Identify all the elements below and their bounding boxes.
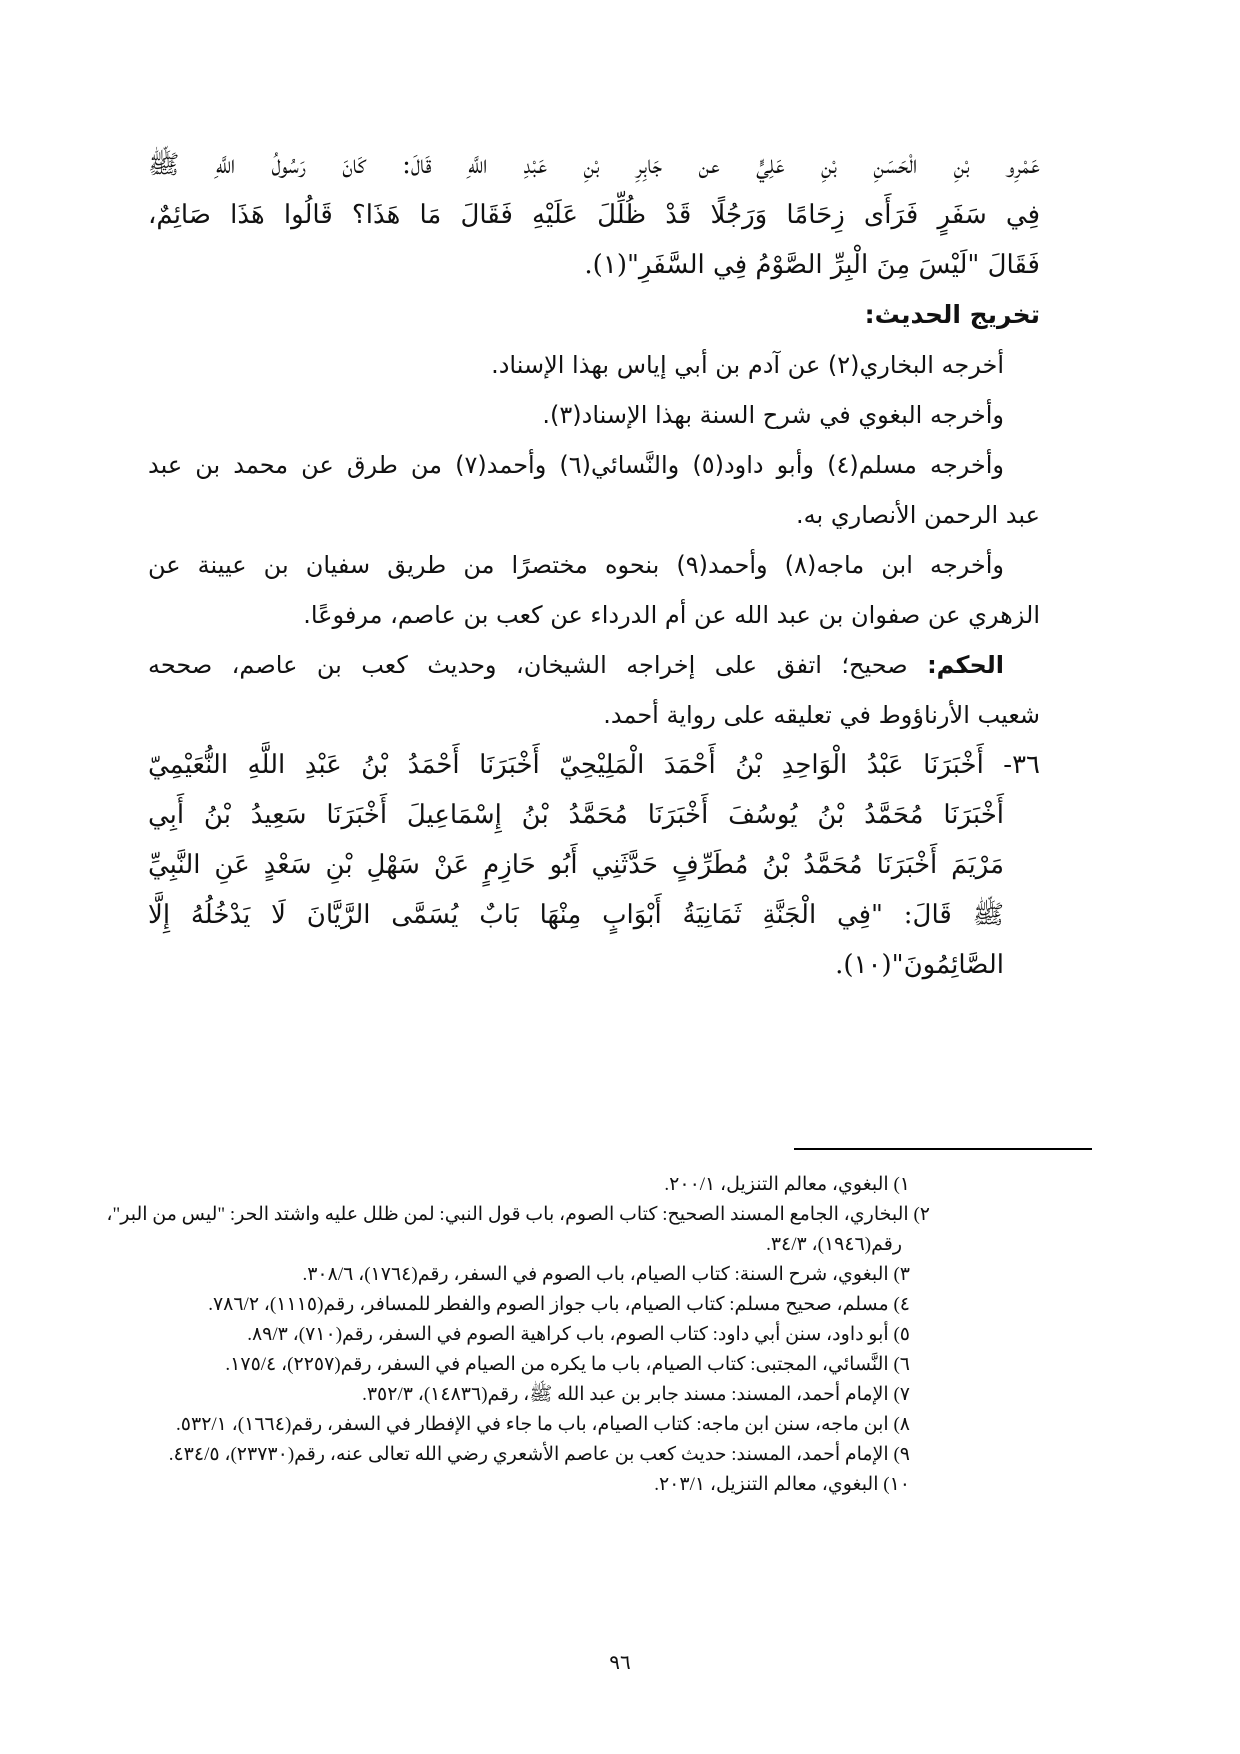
hadith-36-line: مَرْيَمَ أَخْبَرَنَا مُحَمَّدُ بْنُ مُطَرِّفٍ حَدَّثَنِي أَبُو حَازِمٍ عَنْ سَهْلِ بْنِ سَعْدٍ عَنِ النَّبِيِّ (148, 850, 1004, 880)
takhrij-line: وأخرجه مسلم(٤) وأبو داود(٥) والنَّسائي(٦) وأحمد(٧) من طرق عن محمد بن عبد (148, 451, 1005, 479)
takhrij-line: وأخرجه البغوي في شرح السنة بهذا الإسناد(٣). (542, 401, 1004, 429)
ruling-label: الحكم: (927, 651, 1004, 679)
page-number: ٩٦ (609, 1652, 631, 1674)
hadith-line: فَقَالَ "لَيْسَ مِنَ الْبِرِّ الصَّوْمُ فِي السَّفَرِ"(١). (584, 250, 1040, 280)
footnote: ١) البغوي، معالم التنزيل، ٢٠٠/١. (664, 1174, 910, 1195)
hadith-36-line: الصَّائِمُونَ"(١٠). (835, 950, 1004, 980)
footnote-separator (794, 1148, 1092, 1150)
hadith-36-line: ﷺ قَالَ: "فِي الْجَنَّةِ ثَمَانِيَةُ أَبْوَابٍ مِنْهَا بَابٌ يُسَمَّى الرَّيَّانَ لَا يَدْخُلُهُ إِلَّا (148, 900, 1004, 930)
ruling-line (148, 640, 1040, 690)
main-text (148, 140, 1040, 990)
footnote: ١٠) البغوي، معالم التنزيل، ٢٠٣/١. (654, 1474, 910, 1495)
footnote: ٣) البغوي، شرح السنة: كتاب الصيام، باب الصوم في السفر، رقم(١٧٦٤)، ٣٠٨/٦. (302, 1264, 910, 1285)
footnote: ٥) أبو داود، سنن أبي داود: كتاب الصوم، باب كراهية الصوم في السفر، رقم(٧١٠)، ٨٩/٣. (247, 1324, 910, 1345)
hadith-line: عَمْرِو بْنِ الْحَسَنِ بْنِ عَلِيٍّ عن جَابِرِ بْنِ عَبْدِ اللَّهِ قَالَ: كَانَ رَسُولُ اللَّهِ ﷺ (148, 150, 1040, 180)
footnote: ٦) النَّسائي، المجتبى: كتاب الصيام، باب ما يكره من الصيام في السفر، رقم(٢٢٥٧)، ١٧٥/٤. (225, 1354, 910, 1375)
footnote: ٧) الإمام أحمد، المسند: مسند جابر بن عبد الله ﷺ، رقم(١٤٨٣٦)، ٣٥٢/٣. (362, 1384, 910, 1405)
hadith-36-line: ٣٦- أَخْبَرَنَا عَبْدُ الْوَاحِدِ بْنُ أَحْمَدَ الْمَلِيْحِيّ أَخْبَرَنَا أَحْمَدُ بْنُ عَبْدِ اللَّهِ النُّعَيْمِيّ (148, 750, 1040, 780)
footnote: ٢) البخاري، الجامع المسند الصحيح: كتاب الصوم، باب قول النبي: لمن ظلل عليه واشتد الحر: "ليس من البر"، (106, 1204, 930, 1225)
ruling-text: صحيح؛ اتفق على إخراجه الشيخان، وحديث كعب بن عاصم، صححه (148, 651, 928, 679)
section-heading: تخريج الحديث: (864, 300, 1040, 329)
hadith-36-line: أَخْبَرَنَا مُحَمَّدُ بْنُ يُوسُفَ أَخْبَرَنَا مُحَمَّدُ بْنُ إِسْمَاعِيلَ أَخْبَرَنَا سَعِيدُ بْنُ أَبِي (148, 800, 1004, 830)
footnote: ٩) الإمام أحمد، المسند: حديث كعب بن عاصم الأشعري رضي الله تعالى عنه، رقم(٢٣٧٣٠)، ٤٣٤/٥. (168, 1444, 910, 1465)
footnote-continuation: رقم(١٩٤٦)، ٣٤/٣. (766, 1234, 902, 1255)
hadith-line: فِي سَفَرٍ فَرَأَى زِحَامًا وَرَجُلًا قَدْ ظُلِّلَ عَلَيْهِ فَقَالَ مَا هَذَا؟ قَالُوا هَذَا صَائِمٌ، (148, 200, 1040, 230)
ruling-line-2: شعيب الأرناؤوط في تعليقه على رواية أحمد. (603, 701, 1040, 729)
footnote: ٨) ابن ماجه، سنن ابن ماجه: كتاب الصيام، باب ما جاء في الإفطار في السفر، رقم(١٦٦٤)، ٥٣٢/١. (176, 1414, 910, 1435)
takhrij-line: الزهري عن صفوان بن عبد الله عن أم الدرداء عن كعب بن عاصم، مرفوعًا. (303, 601, 1040, 629)
takhrij-line: وأخرجه ابن ماجه(٨) وأحمد(٩) بنحوه مختصرًا من طريق سفيان بن عيينة عن (148, 551, 1005, 579)
footnote: ٤) مسلم، صحيح مسلم: كتاب الصيام، باب جواز الصوم والفطر للمسافر، رقم(١١١٥)، ٧٨٦/٢. (208, 1294, 910, 1315)
takhrij-line: أخرجه البخاري(٢) عن آدم بن أبي إياس بهذا الإسناد. (491, 351, 1004, 379)
footnotes (106, 1170, 1040, 1500)
takhrij-line: عبد الرحمن الأنصاري به. (796, 501, 1040, 529)
